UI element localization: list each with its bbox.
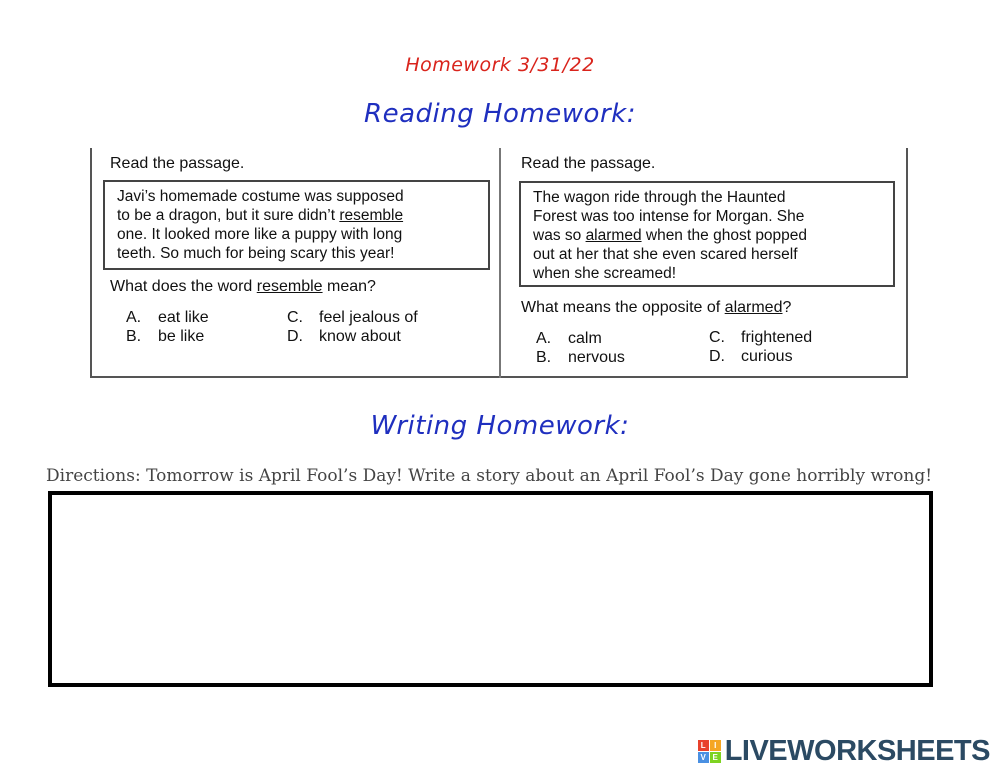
right-passage-line-2: Forest was too intense for Morgan. She bbox=[533, 208, 805, 225]
left-question: What does the word resemble mean? bbox=[110, 278, 376, 295]
left-option-b[interactable]: B. be like bbox=[126, 328, 205, 345]
left-option-d[interactable]: D. know about bbox=[287, 328, 401, 345]
homework-date-title: Homework 3/31/22 bbox=[405, 54, 595, 76]
left-passage-line-4: teeth. So much for being scary this year! bbox=[117, 245, 395, 262]
right-option-b[interactable]: B. nervous bbox=[536, 349, 625, 366]
column-divider bbox=[499, 148, 501, 378]
right-option-d[interactable]: D. curious bbox=[709, 348, 793, 365]
writing-homework-heading: Writing Homework: bbox=[370, 411, 630, 441]
right-passage-keyword: alarmed bbox=[585, 227, 642, 244]
left-passage-line-1: Javi’s homemade costume was supposed bbox=[117, 188, 404, 205]
liveworksheets-logo-icon bbox=[698, 740, 721, 763]
left-passage-keyword: resemble bbox=[339, 207, 404, 224]
story-answer-input[interactable] bbox=[52, 495, 929, 683]
right-passage-line-5: when she screamed! bbox=[533, 265, 677, 282]
right-passage-line-4: out at her that she even scared herself bbox=[533, 246, 798, 263]
right-passage-line-3: was so alarmed when the ghost popped bbox=[533, 227, 808, 244]
left-option-a[interactable]: A. eat like bbox=[126, 309, 209, 326]
logo-tile-l: L bbox=[698, 740, 709, 751]
left-question-keyword: resemble bbox=[256, 278, 323, 295]
logo-tile-e: E bbox=[710, 752, 721, 763]
reading-right-column bbox=[503, 148, 908, 376]
logo-tile-v: V bbox=[698, 752, 709, 763]
right-passage-line-1: The wagon ride through the Haunted bbox=[533, 189, 786, 206]
left-passage-box bbox=[103, 180, 490, 270]
right-question-keyword: alarmed bbox=[724, 299, 783, 316]
right-option-c[interactable]: C. frightened bbox=[709, 329, 813, 346]
logo-tile-i: I bbox=[710, 740, 721, 751]
left-option-c[interactable]: C. feel jealous of bbox=[287, 309, 418, 326]
right-question: What means the opposite of alarmed? bbox=[521, 299, 792, 316]
right-instruction: Read the passage. bbox=[521, 155, 656, 172]
right-passage-box bbox=[519, 181, 895, 287]
liveworksheets-wordmark: LIVEWORKSHEETS bbox=[724, 734, 990, 767]
writing-directions: Directions: Tomorrow is April Fool’s Day! Write a story about an April Fool’s Day gone horribly wrong! bbox=[46, 466, 933, 486]
reading-homework-heading: Reading Homework: bbox=[364, 99, 636, 129]
story-answer-box[interactable] bbox=[48, 491, 933, 687]
left-passage-line-2: to be a dragon, but it sure didn’t resemble bbox=[117, 207, 404, 224]
liveworksheets-brand bbox=[698, 736, 990, 766]
right-option-a[interactable]: A. calm bbox=[536, 330, 602, 347]
left-instruction: Read the passage. bbox=[110, 155, 245, 172]
reading-left-column bbox=[92, 148, 501, 376]
left-passage-line-3: one. It looked more like a puppy with long bbox=[117, 226, 403, 243]
